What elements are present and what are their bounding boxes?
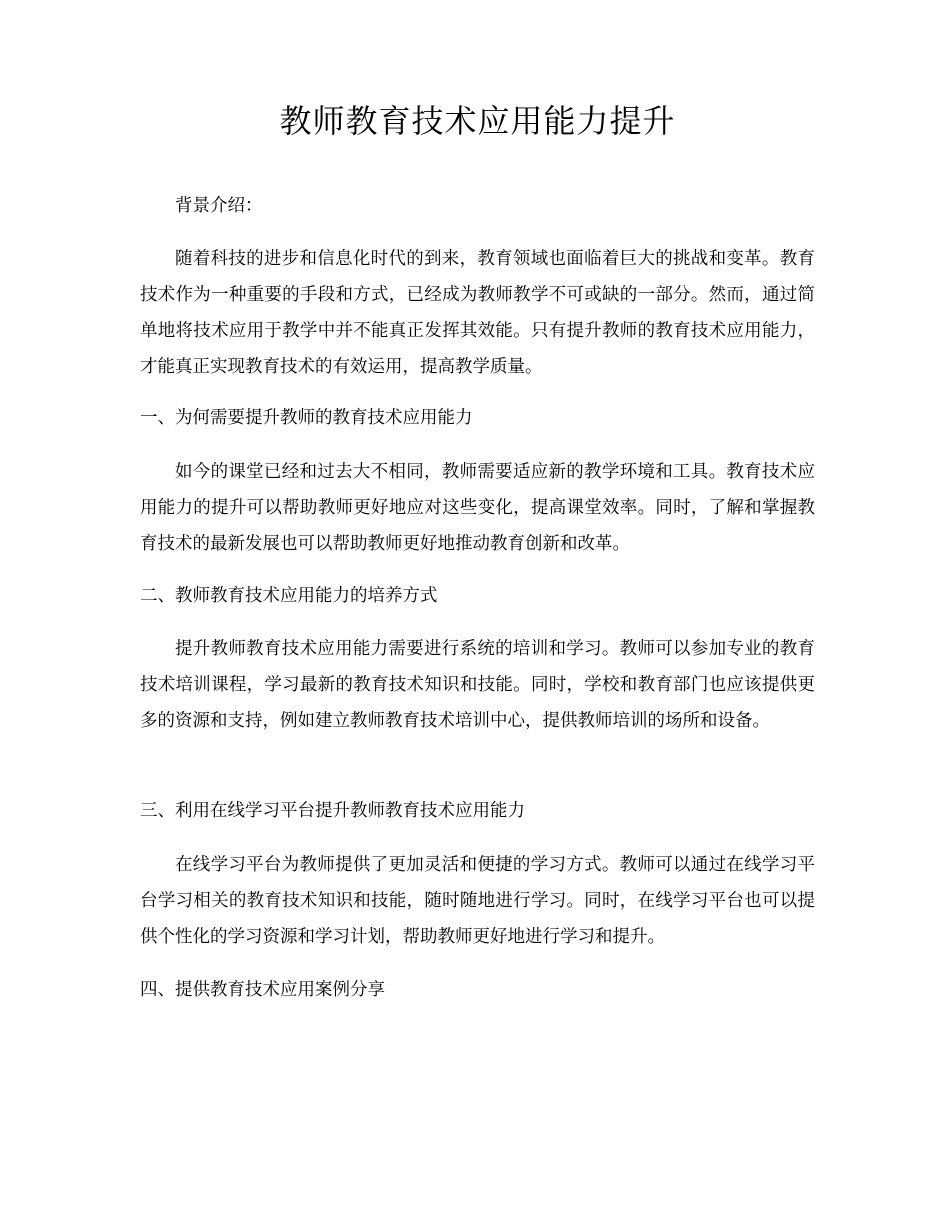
section-3-body: 在线学习平台为教师提供了更加灵活和便捷的学习方式。教师可以通过在线学习平台学习相关的教育技术知识和技能，随时随地进行学习。同时，在线学习平台也可以提供个性化的学习资源和学习计划，帮助教师更好地进行学习和提升。 [140,855,815,947]
section-1-heading: 一、为何需要提升教师的教育技术应用能力 [140,408,473,428]
section-4-heading: 四、提供教育技术应用案例分享 [140,980,385,1000]
section-2-heading: 二、教师教育技术应用能力的培养方式 [140,586,438,606]
section-1-body: 如今的课堂已经和过去大不相同，教师需要适应新的教学环境和工具。教育技术应用能力的提升可以帮助教师更好地应对这些变化，提高课堂效率。同时，了解和掌握教育技术的最新发展也可以帮助教师更好地推动教育创新和改革。 [140,462,815,554]
section-3-heading: 三、利用在线学习平台提升教师教育技术应用能力 [140,801,525,821]
section-2-body: 提升教师教育技术应用能力需要进行系统的培训和学习。教师可以参加专业的教育技术培训课程，学习最新的教育技术知识和技能。同时，学校和教育部门也应该提供更多的资源和支持，例如建立教师教育技术培训中心，提供教师培训的场所和设备。 [140,639,815,731]
background-label: 背景介绍： [175,196,263,216]
document-title: 教师教育技术应用能力提升 [279,102,676,140]
intro-paragraph: 随着科技的进步和信息化时代的到来，教育领域也面临着巨大的挑战和变革。教育技术作为一种重要的手段和方式，已经成为教师教学不可或缺的一部分。然而，通过简单地将技术应用于教学中并不能真正发挥其效能。只有提升教师的教育技术应用能力，才能真正实现教育技术的有效运用，提高教学质量。 [140,249,815,377]
